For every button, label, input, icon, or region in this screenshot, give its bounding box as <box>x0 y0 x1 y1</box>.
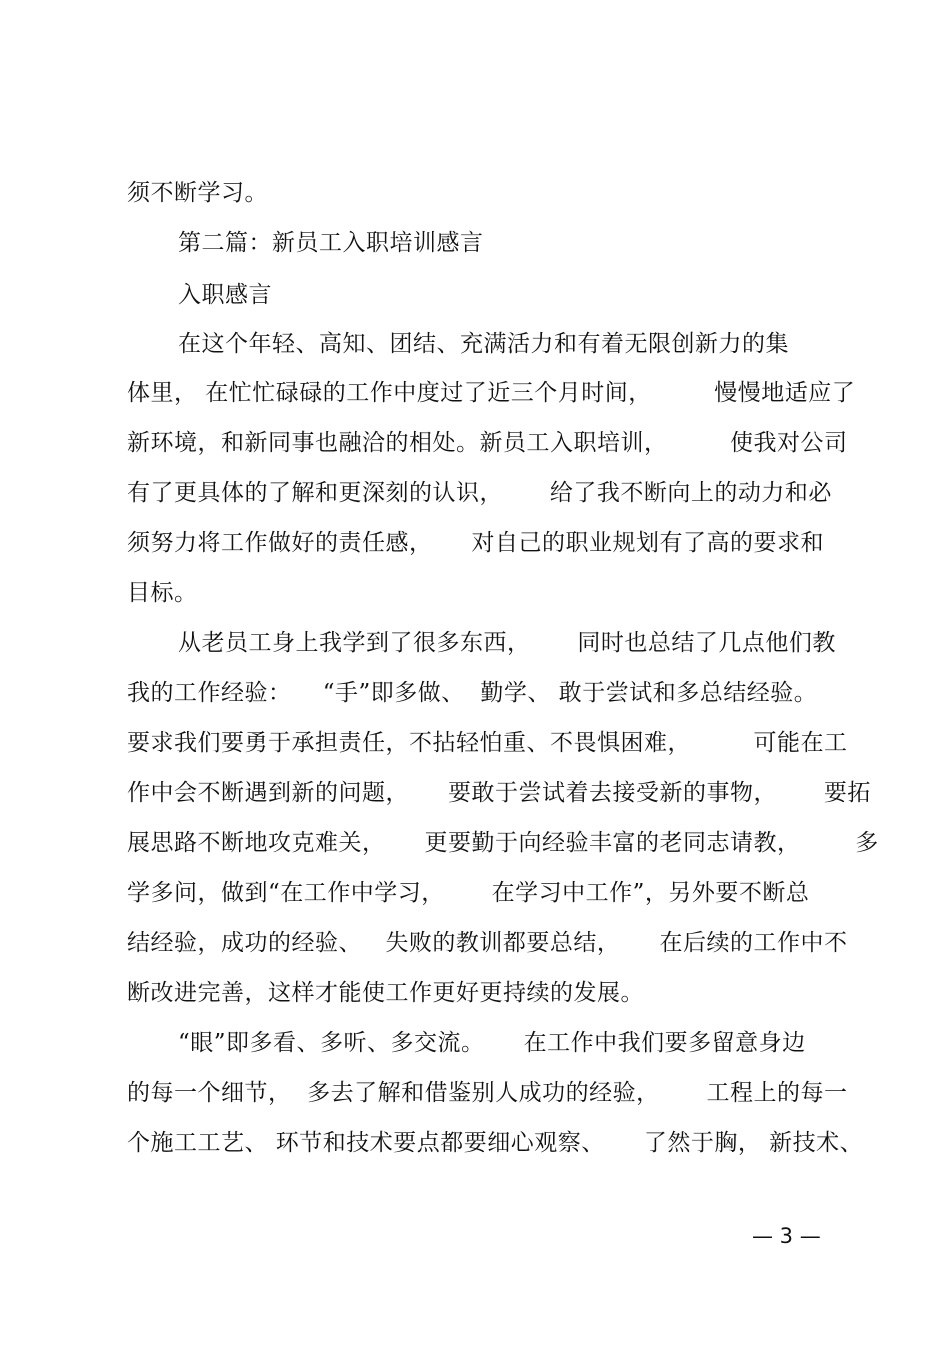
text-line-10: 从老员工身上我学到了很多东西， 同时也总结了几点他们教 <box>178 630 836 656</box>
subheading: 入职感言 <box>178 282 272 308</box>
text-line-13: 作中会不断遇到新的问题， 要敢于尝试着去接受新的事物， 要拓 <box>127 780 871 806</box>
text-line-19: 的每一个细节， 多去了解和借鉴别人成功的经验， 工程上的每一 <box>127 1080 848 1106</box>
section-heading: 第二篇：新员工入职培训感言 <box>178 230 484 256</box>
text-line-18: “眼”即多看、多听、多交流。 在工作中我们要多留意身边 <box>178 1030 806 1056</box>
text-line-5: 体里， 在忙忙碌碌的工作中度过了近三个月时间， 慢慢地适应了 <box>127 380 856 406</box>
text-line-20: 个施工工艺、 环节和技术要点都要细心观察、 了然于胸， 新技术、 <box>127 1130 864 1156</box>
text-line-8: 须努力将工作做好的责任感， 对自己的职业规划有了高的要求和 <box>127 530 825 556</box>
text-line-14: 展思路不断地攻克难关， 更要勤于向经验丰富的老同志请教， 多 <box>127 830 879 856</box>
page-number: — 3 — <box>752 1224 821 1248</box>
text-line-1: 须不断学习。 <box>127 180 268 206</box>
text-line-15: 学多问，做到“在工作中学习， 在学习中工作”，另外要不断总 <box>127 880 810 906</box>
text-line-17: 断改进完善，这样才能使工作更好更持续的发展。 <box>127 980 644 1006</box>
text-line-7: 有了更具体的了解和更深刻的认识， 给了我不断向上的动力和必 <box>127 480 832 506</box>
text-line-12: 要求我们要勇于承担责任，不拈轻怕重、不畏惧困难， 可能在工 <box>127 730 848 756</box>
text-line-11: 我的工作经验： “手”即多做、 勤学、 敢于尝试和多总结经验。 <box>127 680 818 706</box>
text-line-16: 结经验，成功的经验、 失败的教训都要总结， 在后续的工作中不 <box>127 930 848 956</box>
text-line-9: 目标。 <box>127 580 198 606</box>
text-line-6: 新环境，和新同事也融洽的相处。新员工入职培训， 使我对公司 <box>127 430 848 456</box>
text-line-4: 在这个年轻、高知、团结、充满活力和有着无限创新力的集 <box>178 331 789 357</box>
